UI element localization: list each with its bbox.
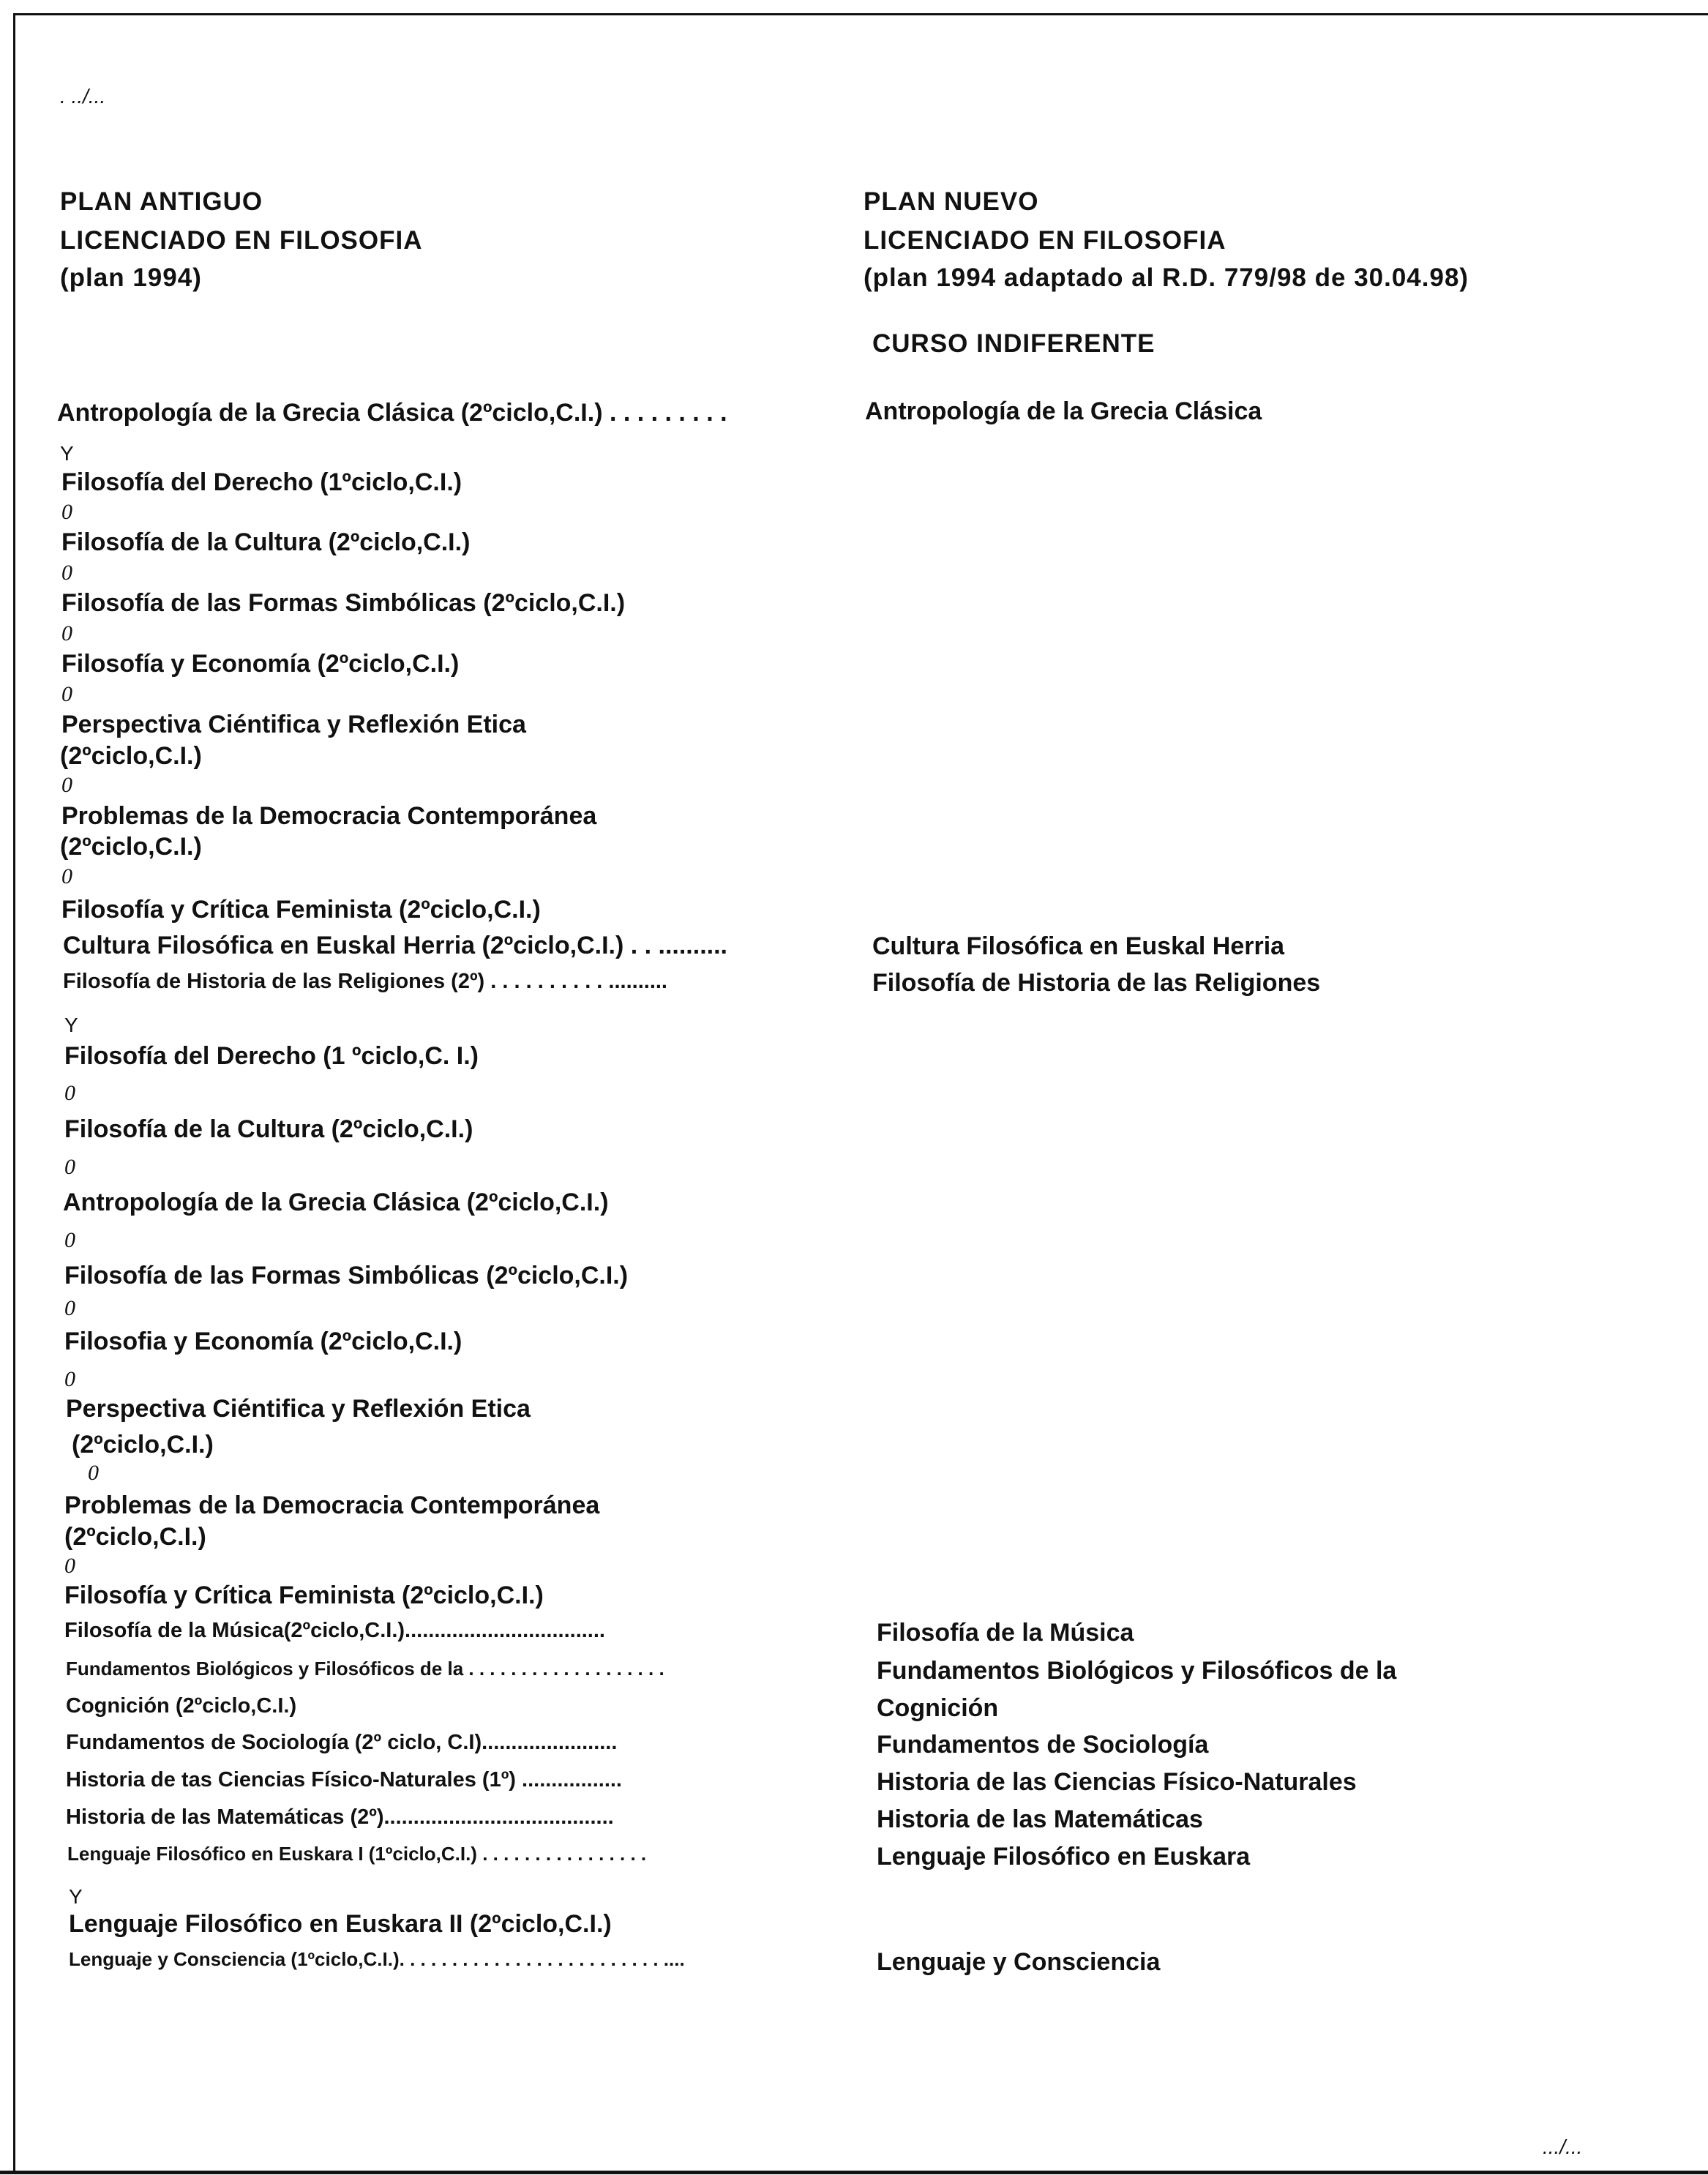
old-subject-continuation: Cognición (2ºciclo,C.I.) <box>66 1694 297 1718</box>
old-subject: Problemas de la Democracia Contemporánea <box>61 802 597 830</box>
new-subject: Filosofía de Historia de las Religiones <box>872 969 1321 997</box>
equivalence-row-old: Historia de las Matemáticas (2º)....................................... <box>66 1805 614 1829</box>
equivalence-row-old: Antropología de la Grecia Clásica (2ºciclo,C.I.) . . . . . . . . . <box>57 399 727 427</box>
old-subject-continuation: (2ºciclo,C.I.) <box>60 833 202 861</box>
old-subject: Filosofía de la Cultura (2ºciclo,C.I.) <box>61 528 471 556</box>
old-subject: Filosofía de la Cultura (2ºciclo,C.I.) <box>64 1115 473 1143</box>
conjunction-o: 0 <box>64 1228 75 1252</box>
conjunction-o: 0 <box>61 773 72 797</box>
old-subject: Filosofía de las Formas Simbólicas (2ºciclo,C.I.) <box>64 1262 629 1289</box>
old-subject: Perspectiva Ciéntifica y Reflexión Etica <box>61 711 526 738</box>
old-subject-continuation: (2ºciclo,C.I.) <box>64 1523 206 1551</box>
conjunction-y: Y <box>64 1014 78 1036</box>
plan-nuevo-title: PLAN NUEVO <box>864 187 1039 216</box>
plan-antiguo-title: PLAN ANTIGUO <box>60 187 263 216</box>
new-subject: Fundamentos de Sociología <box>877 1731 1209 1759</box>
page-border-bottom <box>0 2171 1708 2174</box>
new-subject: Lenguaje Filosófico en Euskara <box>877 1843 1251 1871</box>
conjunction-o: 0 <box>61 682 72 706</box>
old-subject-continuation: (2ºciclo,C.I.) <box>60 742 202 770</box>
old-subject: Filosofia y Economía (2ºciclo,C.I.) <box>64 1328 462 1355</box>
conjunction-o: 0 <box>64 1155 75 1179</box>
old-subject: Filosofía y Crítica Feminista (2ºciclo,C.I.) <box>61 896 541 924</box>
equivalence-row-old: Lenguaje y Consciencia (1ºciclo,C.I.). . . . . . . . . . . . . . . . . . . . . . . . . .... <box>69 1948 685 1970</box>
conjunction-o: 0 <box>61 500 72 524</box>
new-subject: Filosofía de la Música <box>877 1619 1134 1647</box>
old-subject: Filosofía del Derecho (1ºciclo,C.I.) <box>61 468 462 496</box>
old-subject: Problemas de la Democracia Contemporánea <box>64 1491 600 1519</box>
conjunction-o: 0 <box>61 621 72 645</box>
equivalence-row-old: Lenguaje Filosófico en Euskara I (1ºciclo,C.I.) . . . . . . . . . . . . . . . . <box>67 1843 647 1865</box>
conjunction-o: 0 <box>61 864 72 888</box>
old-subject: Filosofía de las Formas Simbólicas (2ºciclo,C.I.) <box>61 589 626 617</box>
conjunction-o: 0 <box>61 561 72 585</box>
new-subject-continuation: Cognición <box>877 1694 999 1722</box>
old-subject: Lenguaje Filosófico en Euskara II (2ºciclo,C.I.) <box>69 1910 612 1938</box>
new-subject: Historia de las Ciencias Físico-Naturales <box>877 1768 1357 1796</box>
plan-nuevo-degree: LICENCIADO EN FILOSOFIA <box>864 226 1226 255</box>
equivalence-row-old: Fundamentos Biológicos y Filosóficos de la . . . . . . . . . . . . . . . . . . . <box>66 1658 664 1680</box>
equivalence-row-old: Historia de tas Ciencias Físico-Naturales (1º) ................. <box>66 1768 622 1792</box>
old-subject: Perspectiva Ciéntifica y Reflexión Etica <box>66 1395 531 1423</box>
conjunction-o: 0 <box>64 1367 75 1391</box>
continuation-marker-bottom: .../... <box>1543 2135 1583 2158</box>
new-subject: Fundamentos Biológicos y Filosóficos de la <box>877 1657 1397 1685</box>
page-border-left <box>13 13 15 2172</box>
plan-nuevo-year: (plan 1994 adaptado al R.D. 779/98 de 30.04.98) <box>864 263 1469 292</box>
new-subject: Cultura Filosófica en Euskal Herria <box>872 932 1285 960</box>
page-border-top <box>13 13 1708 15</box>
old-subject: Filosofía y Economía (2ºciclo,C.I.) <box>61 650 460 678</box>
old-subject-continuation: (2ºciclo,C.I.) <box>72 1431 214 1459</box>
new-subject: Historia de las Matemáticas <box>877 1805 1203 1833</box>
equivalence-row-old: Filosofía de Historia de las Religiones (2º) . . . . . . . . . . .......... <box>63 970 667 993</box>
conjunction-o: 0 <box>64 1296 75 1320</box>
curso-indiferente: CURSO INDIFERENTE <box>872 329 1155 358</box>
equivalence-row-old: Fundamentos de Sociología (2º ciclo, C.I)....................... <box>66 1731 618 1754</box>
conjunction-y: Y <box>60 442 74 465</box>
conjunction-o: 0 <box>64 1081 75 1105</box>
equivalence-row-old: Cultura Filosófica en Euskal Herria (2ºciclo,C.I.) . . .......... <box>63 932 727 959</box>
plan-antiguo-year: (plan 1994) <box>60 263 202 292</box>
equivalence-row-old: Filosofía de la Música(2ºciclo,C.I.).................................. <box>64 1619 605 1642</box>
plan-antiguo-degree: LICENCIADO EN FILOSOFIA <box>60 226 423 255</box>
continuation-marker-top: . ../... <box>60 85 106 108</box>
conjunction-o: 0 <box>88 1461 99 1485</box>
new-subject: Antropología de la Grecia Clásica <box>865 397 1262 425</box>
old-subject: Antropología de la Grecia Clásica (2ºciclo,C.I.) <box>63 1188 609 1216</box>
new-subject: Lenguaje y Consciencia <box>877 1948 1161 1976</box>
conjunction-y: Y <box>69 1885 83 1908</box>
conjunction-o: 0 <box>64 1554 75 1578</box>
old-subject: Filosofía del Derecho (1 ºciclo,C. I.) <box>64 1042 479 1070</box>
old-subject: Filosofía y Crítica Feminista (2ºciclo,C.I.) <box>64 1581 544 1609</box>
